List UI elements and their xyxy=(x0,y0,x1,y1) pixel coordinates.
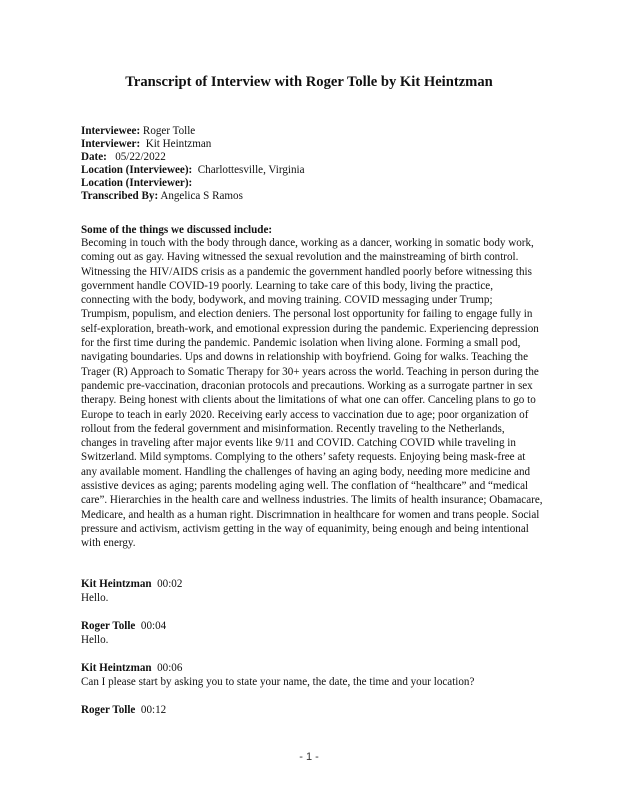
summary-paragraph: Becoming in touch with the body through dance, working as a dancer, working in somatic body work, coming out as gay. Having witnessed the sexual revolution and the mainstreaming of birth control. Witnessing the HIV/AIDS crisis as a pandemic the government handled poorly before witnessing this government handle COVID-19 poorly. Learning to take care of this body, living the practice, connecting with the body, bodywork, and moving training. COVID messaging under Trump; Trumpism, populism, and election deniers. The personal lost opportunity for failing to engage fully in self-exploration, breath-work, and emotional expression during the pandemic. Experiencing depression for the first time during the pandemic. Pandemic isolation when living alone. Forming a small pod, navigating boundaries. Ups and downs in relationship with boyfriend. Going for walks. Teaching the Trager (R) Approach to Somatic Therapy for 30+ years across the world. Teaching in person during the pandemic pre-vaccination, draconian protocols and precautions. Working as a surrogate partner in sex therapy. Being honest with clients about the limitations of what one can offer. Canceling plans to go to Europe to teach in early 2020. Receiving early access to vaccination due to age; poor organization of rollout from the federal government and misinformation. Recently traveling to the Netherlands, changes in traveling after major events like 9/11 and COVID. Catching COVID while traveling in Switzerland. Mild symptoms. Complying to the others’ safety requests. Enjoying being mask-free at any available moment. Handling the challenges of having an aging body, needing more medicine and assistive devices as aging; parents modeling aging well. The conflation of “healthcare” and “medical care”. Hierarchies in the health care and wellness industries. The limits of health insurance; Obamacare, Medicare, and health as a human right. Discrimnation in healthcare for women and trans people. Social pressure and activism, activism getting in the way of equanimity, being enough and being intentional with energy. xyxy=(81,237,543,550)
meta-label: Transcribed By: xyxy=(81,190,159,202)
transcript-turn xyxy=(81,577,182,605)
meta-location-interviewer xyxy=(81,177,305,190)
timestamp: 00:02 xyxy=(157,578,183,590)
timestamp: 00:04 xyxy=(140,620,167,632)
document-title: Transcript of Interview with Roger Tolle by Kit Heintzman xyxy=(125,74,493,90)
speaker-name: Roger Tolle xyxy=(81,620,136,632)
speaker-name: Roger Tolle xyxy=(81,704,136,716)
meta-value: Roger Tolle xyxy=(140,125,196,137)
utterance: Hello. xyxy=(81,592,109,604)
meta-location-interviewee xyxy=(81,164,305,177)
timestamp: 00:12 xyxy=(140,704,167,716)
meta-label: Interviewee: xyxy=(81,125,141,137)
meta-date xyxy=(81,151,305,164)
meta-interviewee xyxy=(81,125,305,138)
meta-value: 05/22/2022 xyxy=(106,151,166,163)
meta-interviewer xyxy=(81,138,305,151)
meta-label: Location (Interviewer): xyxy=(81,177,193,189)
interview-metadata xyxy=(81,125,305,203)
summary-heading: Some of the things we discussed include: xyxy=(81,224,273,236)
page-number: - 1 - xyxy=(299,751,319,763)
meta-label: Location (Interviewee): xyxy=(81,164,193,176)
speaker-name: Kit Heintzman xyxy=(81,578,152,590)
meta-transcribed-by xyxy=(81,190,305,203)
meta-value: Angelica S Ramos xyxy=(158,190,243,202)
transcript-turn xyxy=(81,703,166,717)
transcript-turn xyxy=(81,619,166,647)
speaker-name: Kit Heintzman xyxy=(81,662,152,674)
utterance: Can I please start by asking you to state your name, the date, the time and your location? xyxy=(81,676,475,688)
timestamp: 00:06 xyxy=(157,662,183,674)
meta-value: Charlottesville, Virginia xyxy=(192,164,305,176)
meta-label: Interviewer: xyxy=(81,138,141,150)
meta-label: Date: xyxy=(81,151,107,163)
utterance: Hello. xyxy=(81,634,109,646)
meta-value: Kit Heintzman xyxy=(140,138,212,150)
transcript-turn xyxy=(81,661,474,689)
